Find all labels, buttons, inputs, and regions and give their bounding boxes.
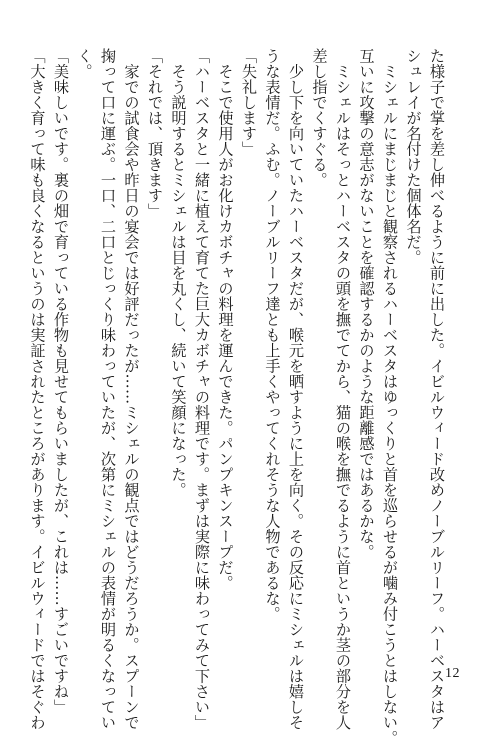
text-line: 「それでは、頂きます」 — [146, 48, 164, 219]
text-line: 掬って口に運ぶ。一口、二口とじっくり味わっていたが、次第にミシェルの表情が明るくなってい — [99, 48, 117, 730]
text-line: ミシェルはそっとハーベスタの頭を撫でてから、猫の喉を撫でるように首というか茎の部分を人 — [334, 48, 352, 730]
text-line: 互いに攻撃の意志がないことを確認するかのような距離感ではあるかな。 — [357, 48, 376, 560]
text-line: く。 — [75, 48, 94, 79]
text-line: 家での試食会や昨日の宴会では好評だったが……ミシェルの観点ではどうだろうか。スプーンで — [122, 48, 141, 730]
text-line: 「ハーベスタと一緒に植えて育てた巨大カボチャの料理です。まずは実際に味わってみて下さい」 — [193, 48, 211, 730]
text-line: シュレイが名付けた個体名だ。 — [404, 48, 423, 265]
page-body-text — [28, 48, 448, 746]
text-line: 「美味しいです。裏の畑で育っている作物も見せてもらいましたが、これは……すごいですね」 — [52, 48, 70, 715]
text-line: うな表情だ。ふむ。ノーブルリーフ達とも上手くやってくれそうな人物であるな。 — [263, 48, 282, 622]
text-line: ミシェルにまじまじと観察されるハーベスタはゆっくりと首を巡らせるが噛み付こうとはしない。 — [381, 48, 399, 746]
page-number: 12 — [445, 666, 460, 681]
text-line: 「大きく育って味も良くなるというのは実証されたところがあります。イビルウィードではそぐわ — [28, 48, 47, 730]
text-line: た様子で掌を差し伸べるように前に出した。イビルウィード改めノーブルリーフ。ハーベスタはア — [428, 48, 446, 730]
text-line: 「失礼します」 — [240, 48, 258, 157]
text-line: そこで使用人がお化けカボチャの料理を運んできた。パンプキンスープだ。 — [216, 48, 235, 591]
text-line: 差し指でくすぐる。 — [310, 48, 329, 188]
text-line: そう説明するとミシェルは目を丸くし、続いて笑顔になった。 — [169, 48, 188, 498]
text-line: 少し下を向いていたハーベスタだが、喉元を晒すように上を向く。その反応にミシェルは嬉しそ — [287, 48, 305, 730]
